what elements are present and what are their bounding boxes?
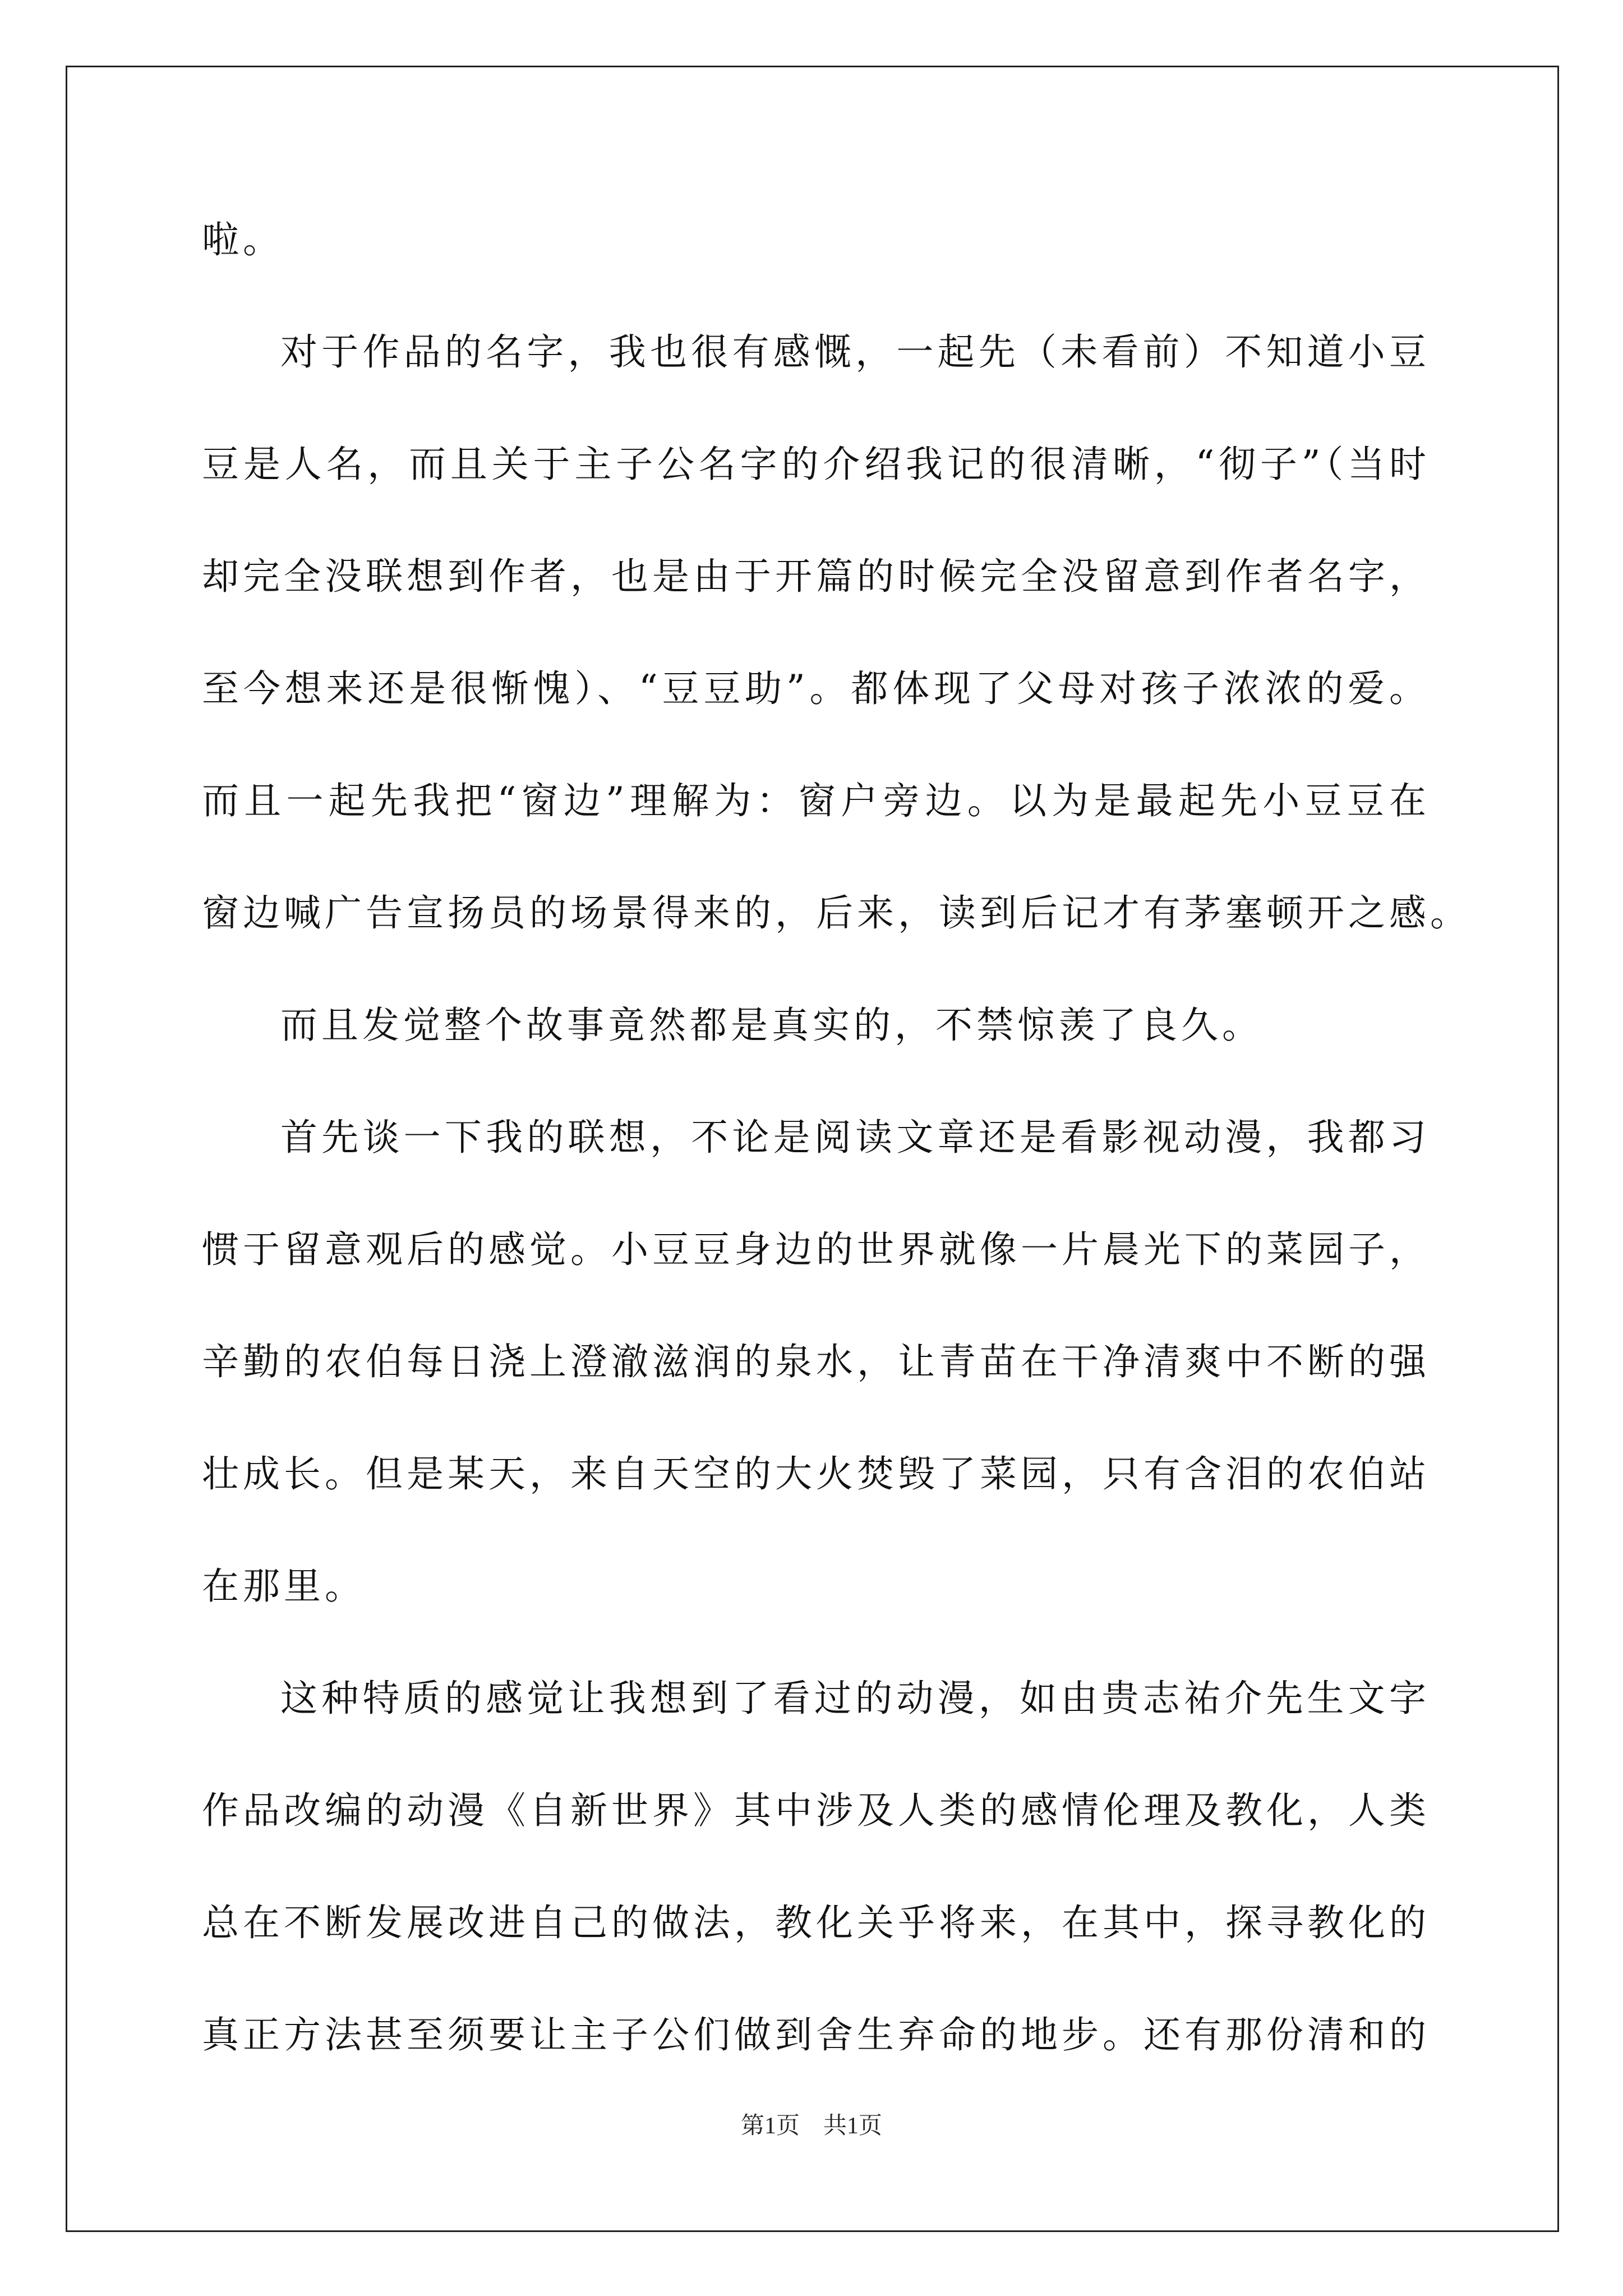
- text-line: 豆是人名，而且关于主子公名字的介绍我记的很清晰，“彻子”（当时: [202, 443, 1430, 486]
- text-line: 总在不断发展改进自己的做法，教化关乎将来，在其中，探寻教化的: [202, 1901, 1430, 1944]
- paragraph-start-line: 对于作品的名字，我也很有感慨，一起先（未看前）不知道小豆: [280, 330, 1430, 374]
- paragraph-start-line: 首先谈一下我的联想，不论是阅读文章还是看影视动漫，我都习: [280, 1116, 1430, 1159]
- page-number-footer: 第1页 共1页: [740, 2113, 882, 2139]
- paragraph-start-line: 这种特质的感觉让我想到了看过的动漫，如由贵志祐介先生文字: [280, 1677, 1430, 1720]
- text-line: 在那里。: [202, 1565, 366, 1608]
- text-line: 而且一起先我把“窗边”理解为：窗户旁边。以为是最起先小豆豆在: [202, 779, 1430, 822]
- text-line: 却完全没联想到作者，也是由于开篇的时候完全没留意到作者名字，: [202, 555, 1430, 598]
- text-line: 真正方法甚至须要让主子公们做到舍生弃命的地步。还有那份清和的: [202, 2013, 1430, 2056]
- text-line: 壮成长。但是某天，来自天空的大火焚毁了菜园，只有含泪的农伯站: [202, 1452, 1430, 1496]
- text-line: 窗边喊广告宣扬员的场景得来的，后来，读到后记才有茅塞顿开之感。: [202, 891, 1471, 935]
- text-line: 啦。: [202, 218, 284, 261]
- text-line: 作品改编的动漫《自新世界》其中涉及人类的感情伦理及教化，人类: [202, 1789, 1430, 1832]
- paragraph-start-line: 而且发觉整个故事竟然都是真实的，不禁惊羡了良久。: [280, 1004, 1263, 1047]
- text-line: 辛勤的农伯每日浇上澄澈滋润的泉水，让青苗在干净清爽中不断的强: [202, 1340, 1430, 1383]
- text-line: 至今想来还是很惭愧）、“豆豆助”。都体现了父母对孩子浓浓的爱。: [202, 667, 1430, 710]
- text-line: 惯于留意观后的感觉。小豆豆身边的世界就像一片晨光下的菜园子，: [202, 1228, 1430, 1271]
